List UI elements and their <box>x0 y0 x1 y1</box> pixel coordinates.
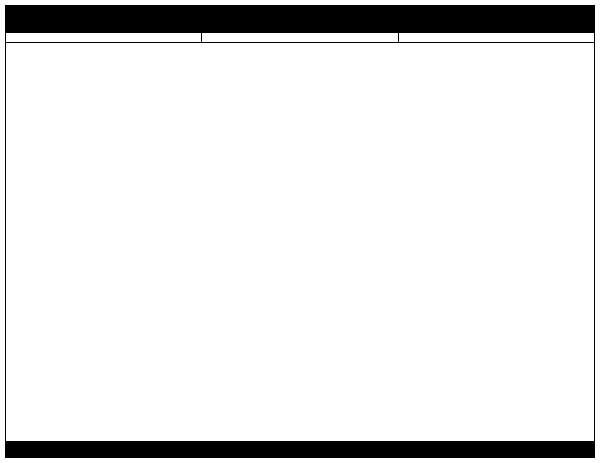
workout-sheet <box>5 5 595 458</box>
training-days <box>6 42 594 43</box>
footer-link[interactable] <box>6 441 594 457</box>
phase-label <box>201 33 397 42</box>
header-row <box>6 32 594 42</box>
name-field[interactable] <box>6 33 201 42</box>
page-title <box>6 6 594 32</box>
program-label <box>398 33 594 42</box>
